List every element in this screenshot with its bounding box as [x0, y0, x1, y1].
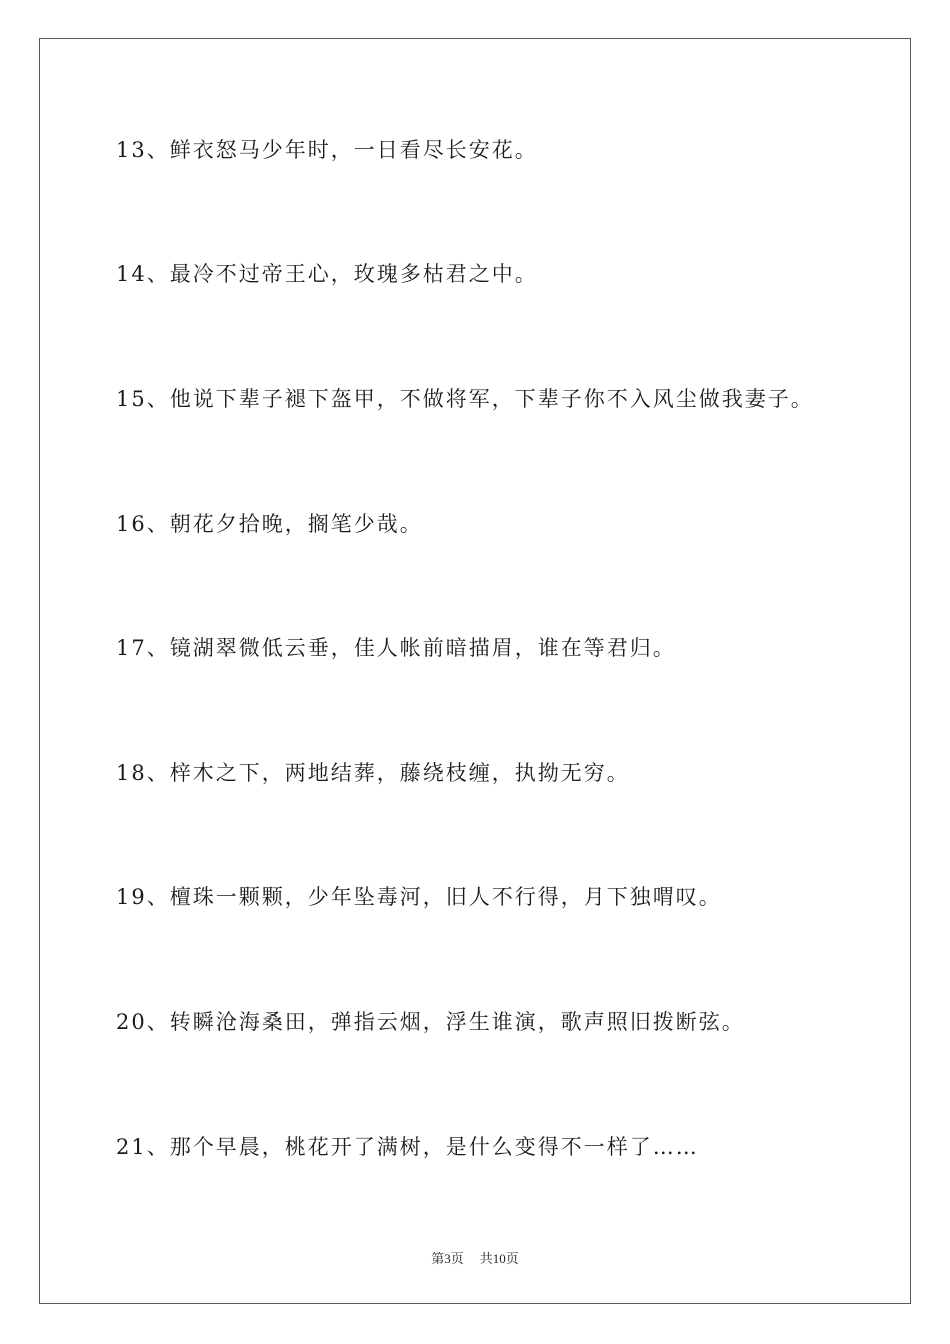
entry-17: 17、镜湖翠微低云垂，佳人帐前暗描眉，谁在等君归。 [116, 636, 676, 660]
entry-20: 20、转瞬沧海桑田，弹指云烟，浮生谁演，歌声照旧拨断弦。 [116, 1010, 745, 1034]
entry-13: 13、鲜衣怒马少年时，一日看尽长安花。 [116, 138, 538, 162]
entry-18: 18、梓木之下，两地结葬，藤绕枝缠，执拗无穷。 [116, 761, 630, 785]
entry-15: 15、他说下辈子褪下盔甲，不做将军，下辈子你不入风尘做我妻子。 [116, 387, 814, 411]
entry-19: 19、檀珠一颗颗，少年坠毒河，旧人不行得，月下独喟叹。 [116, 885, 722, 909]
entry-21: 21、那个早晨，桃花开了满树，是什么变得不一样了…… [116, 1135, 699, 1159]
entry-14: 14、最冷不过帝王心，玫瑰多枯君之中。 [116, 262, 538, 286]
page-number: 第3页 [431, 1251, 464, 1266]
page-footer [0, 1248, 950, 1267]
page-total: 共10页 [479, 1251, 519, 1266]
page-border [39, 38, 911, 1304]
entry-16: 16、朝花夕拾晚，搁笔少哉。 [116, 512, 423, 536]
